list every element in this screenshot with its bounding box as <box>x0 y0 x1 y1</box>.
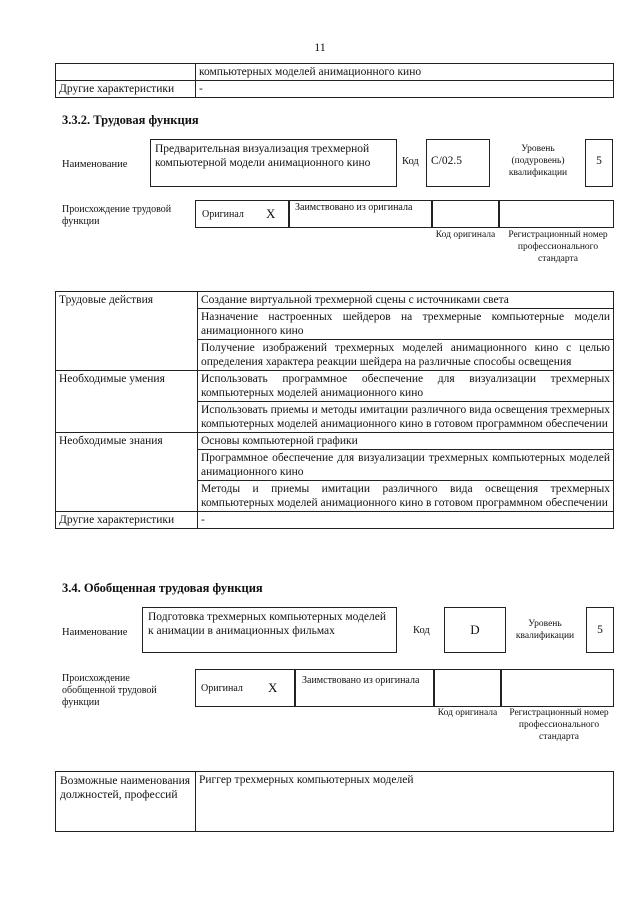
top-row2-value: - <box>196 81 614 98</box>
name-value-34: Подготовка трехмерных компьютерных моделей к анимации в анимационных фильмах <box>142 607 397 653</box>
positions-label: Возможные наименования должностей, профессий <box>56 772 196 832</box>
knowledge-item: Методы и приемы имитации различного вида освещения трехмерных компьютерных моделей анимационного кино в готовом программном обеспечении <box>198 481 614 512</box>
original-label-332: Оригинал <box>202 209 244 220</box>
knowledge-label: Необходимые знания <box>56 433 198 512</box>
page-number: 11 <box>314 40 326 54</box>
labor-action-item: Получение изображений трехмерных моделей анимационного кино с целью определения характера реакции шейдера на различные способы освещения <box>198 340 614 371</box>
original-cell-332 <box>195 200 289 228</box>
reg-number-caption-34: Регистрационный номер профессионального стандарта <box>509 708 609 742</box>
borrowed-cell-332: Заимствовано из оригинала <box>289 200 432 228</box>
name-label-34: Наименование <box>62 627 128 638</box>
level-label-332: Уровень (подуровень) квалификации <box>508 144 568 178</box>
labor-action-item: Назначение настроенных шейдеров на трехмерные компьютерные модели анимационного кино <box>198 309 614 340</box>
top-table <box>55 63 614 98</box>
code-label-34: Код <box>413 625 430 636</box>
skill-item: Использовать приемы и методы имитации различного вида освещения трехмерных компьютерных моделей анимационного кино в готовом программном обеспечении <box>198 402 614 433</box>
name-value-332: Предварительная визуализация трехмерной компьютерной модели анимационного кино <box>150 139 397 187</box>
section-34-heading: 3.4. Обобщенная трудовая функция <box>62 581 263 595</box>
code-label-332: Код <box>402 156 419 167</box>
knowledge-item: Основы компьютерной графики <box>198 433 614 450</box>
top-row2-label: Другие характеристики <box>56 81 196 98</box>
skill-item: Использовать программное обеспечение для визуализации трехмерных компьютерных моделей анимационного кино <box>198 371 614 402</box>
original-cell-34 <box>195 669 295 707</box>
actions-table <box>55 291 614 529</box>
level-label-34: Уровень квалификации <box>515 619 575 641</box>
reg-number-cell-34 <box>501 669 614 707</box>
level-value-332: 5 <box>585 139 613 187</box>
section-332-heading: 3.3.2. Трудовая функция <box>62 113 199 127</box>
code-original-cell-332 <box>432 200 499 228</box>
top-row1-value: компьютерных моделей анимационного кино <box>196 64 614 81</box>
labor-action-item: Создание виртуальной трехмерной сцены с источниками света <box>198 292 614 309</box>
origin-label-34: Происхождение обобщенной трудовой функции <box>62 673 157 708</box>
original-mark-34: X <box>268 680 278 695</box>
other-label: Другие характеристики <box>56 512 198 529</box>
code-original-cell-34 <box>434 669 501 707</box>
top-empty-cell <box>56 64 196 81</box>
borrowed-cell-34: Заимствовано из оригинала <box>295 669 434 707</box>
positions-value: Риггер трехмерных компьютерных моделей <box>196 772 614 832</box>
name-label-332: Наименование <box>62 159 128 170</box>
code-value-332: C/02.5 <box>426 139 490 187</box>
labor-actions-label: Трудовые действия <box>56 292 198 371</box>
origin-label-332: Происхождение трудовой функции <box>62 204 172 227</box>
original-label-34: Оригинал <box>201 683 243 694</box>
other-value: - <box>198 512 614 529</box>
reg-number-caption-332: Регистрационный номер профессионального стандарта <box>508 230 608 264</box>
skills-label: Необходимые умения <box>56 371 198 433</box>
code-value-34: D <box>444 607 506 653</box>
code-original-caption-332: Код оригинала <box>435 230 496 240</box>
level-value-34: 5 <box>586 607 614 653</box>
positions-table <box>55 771 614 832</box>
knowledge-item: Программное обеспечение для визуализации трехмерных компьютерных моделей анимационного кино <box>198 450 614 481</box>
code-original-caption-34: Код оригинала <box>437 708 498 718</box>
original-mark-332: X <box>266 206 276 221</box>
reg-number-cell-332 <box>499 200 614 228</box>
